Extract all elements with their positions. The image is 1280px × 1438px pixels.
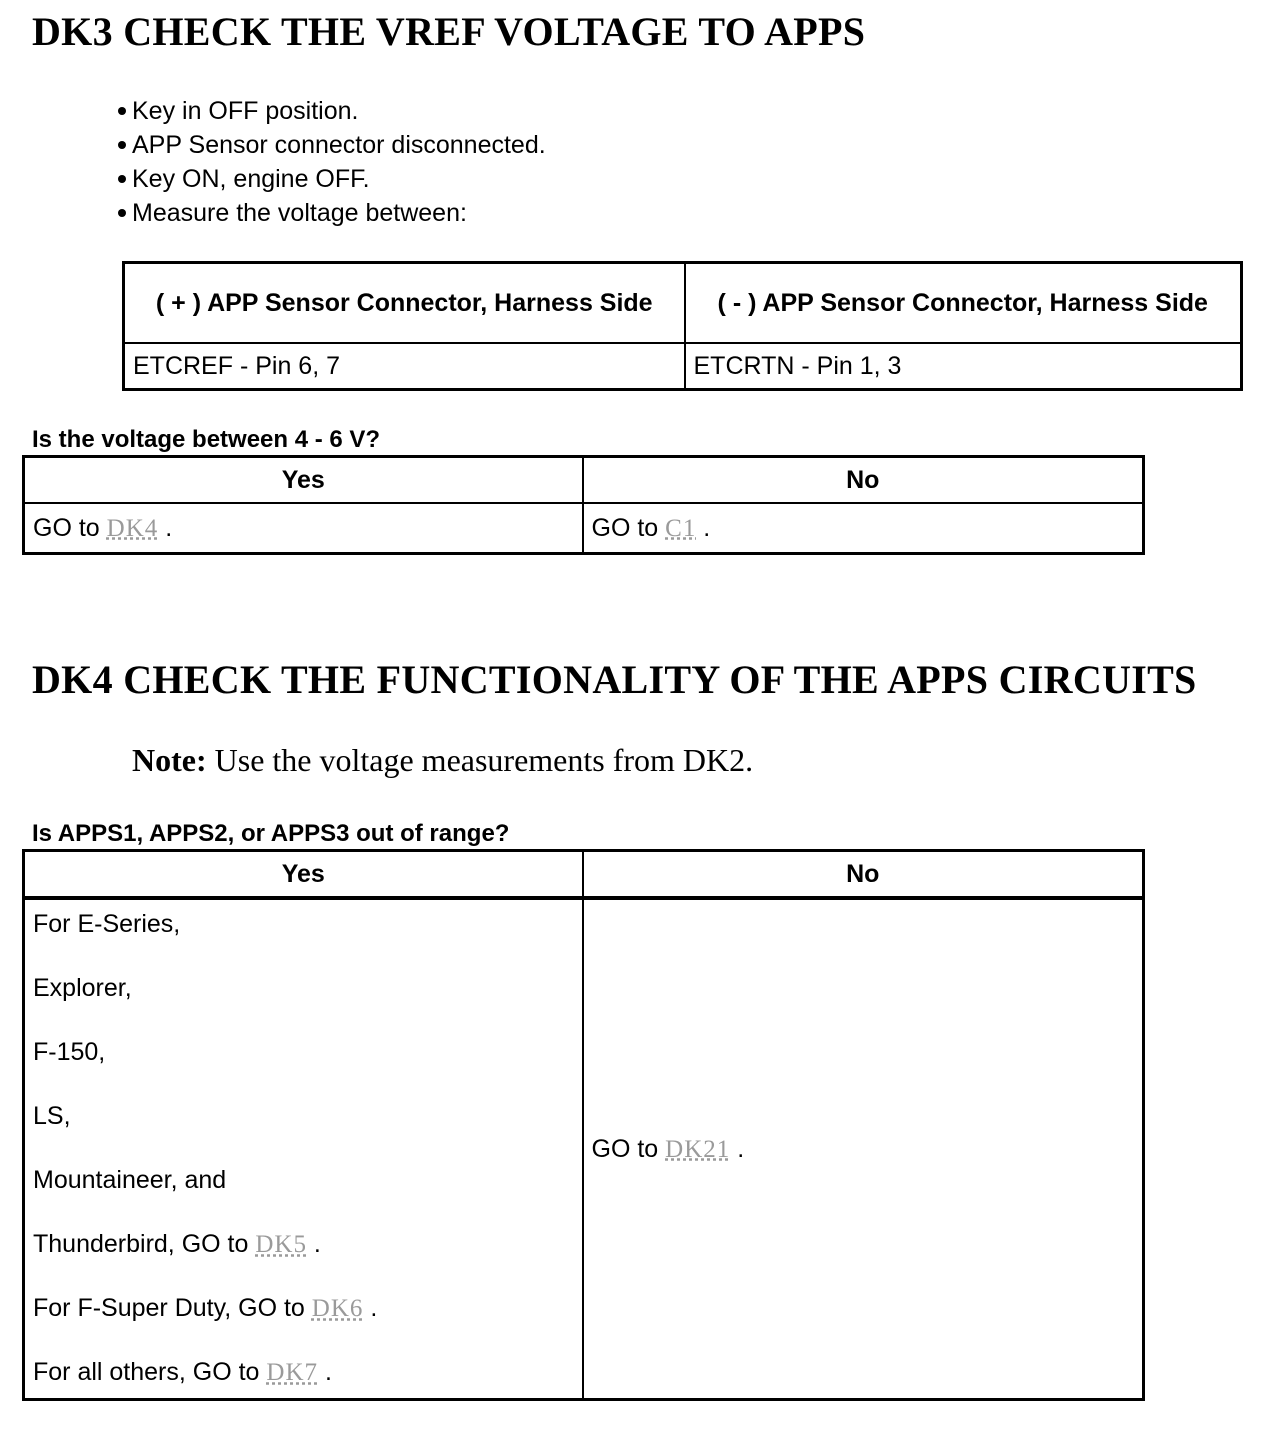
no-header: No <box>583 851 1144 899</box>
period: . <box>737 1134 745 1163</box>
yes-line: LS, <box>33 1102 71 1130</box>
yes-line: Mountaineer, and <box>33 1166 227 1194</box>
no-cell <box>583 898 1144 1400</box>
measurement-table <box>122 261 1243 391</box>
dk5-link[interactable]: DK5 <box>255 1231 307 1258</box>
dk21-link[interactable]: DK21 <box>665 1135 731 1163</box>
c1-link[interactable]: C1 <box>665 514 697 542</box>
yes-header: Yes <box>24 851 583 899</box>
yes-header: Yes <box>24 457 583 504</box>
period: . <box>703 513 711 542</box>
yes-line: Explorer, <box>33 974 132 1002</box>
positive-lead-cell: ETCREF - Pin 6, 7 <box>124 343 685 390</box>
negative-lead-header: ( - ) APP Sensor Connector, Harness Side <box>685 263 1242 344</box>
step-item: Measure the voltage between: <box>110 196 546 230</box>
note <box>132 740 753 780</box>
yes-line: For all others, GO to DK7 . <box>33 1358 332 1386</box>
yes-line: For F-Super Duty, GO to DK6 . <box>33 1294 378 1322</box>
go-to-text: GO to <box>33 513 100 542</box>
yes-cell <box>24 898 583 1400</box>
dk3-result-table <box>22 455 1145 555</box>
go-to-text: GO to <box>591 1134 659 1163</box>
note-text: Use the voltage measurements from DK2. <box>214 742 754 778</box>
dk7-link[interactable]: DK7 <box>266 1359 319 1386</box>
yes-line: Thunderbird, GO to DK5 . <box>33 1230 321 1258</box>
dk3-steps <box>110 94 546 230</box>
dk3-question: Is the voltage between 4 - 6 V? <box>32 426 381 453</box>
yes-line: For E-Series, <box>33 910 181 938</box>
yes-cell <box>24 503 583 554</box>
no-cell <box>583 503 1144 554</box>
no-header: No <box>583 457 1144 504</box>
dk3-title: DK3 CHECK THE VREF VOLTAGE TO APPS <box>32 9 866 54</box>
note-label: Note: <box>132 742 207 778</box>
go-to-text: GO to <box>591 513 659 542</box>
dk4-question: Is APPS1, APPS2, or APPS3 out of range? <box>32 820 510 847</box>
yes-line: F-150, <box>33 1038 106 1066</box>
positive-lead-header: ( + ) APP Sensor Connector, Harness Side <box>124 263 685 344</box>
dk4-title: DK4 CHECK THE FUNCTIONALITY OF THE APPS CIRCUITS <box>32 657 1197 702</box>
step-item: Key in OFF position. <box>110 94 546 128</box>
step-item: APP Sensor connector disconnected. <box>110 128 546 162</box>
step-item: Key ON, engine OFF. <box>110 162 546 196</box>
dk6-link[interactable]: DK6 <box>311 1295 364 1322</box>
period: . <box>165 513 173 542</box>
negative-lead-cell: ETCRTN - Pin 1, 3 <box>685 343 1242 390</box>
dk4-result-table <box>22 849 1145 1401</box>
dk4-link[interactable]: DK4 <box>106 514 159 542</box>
